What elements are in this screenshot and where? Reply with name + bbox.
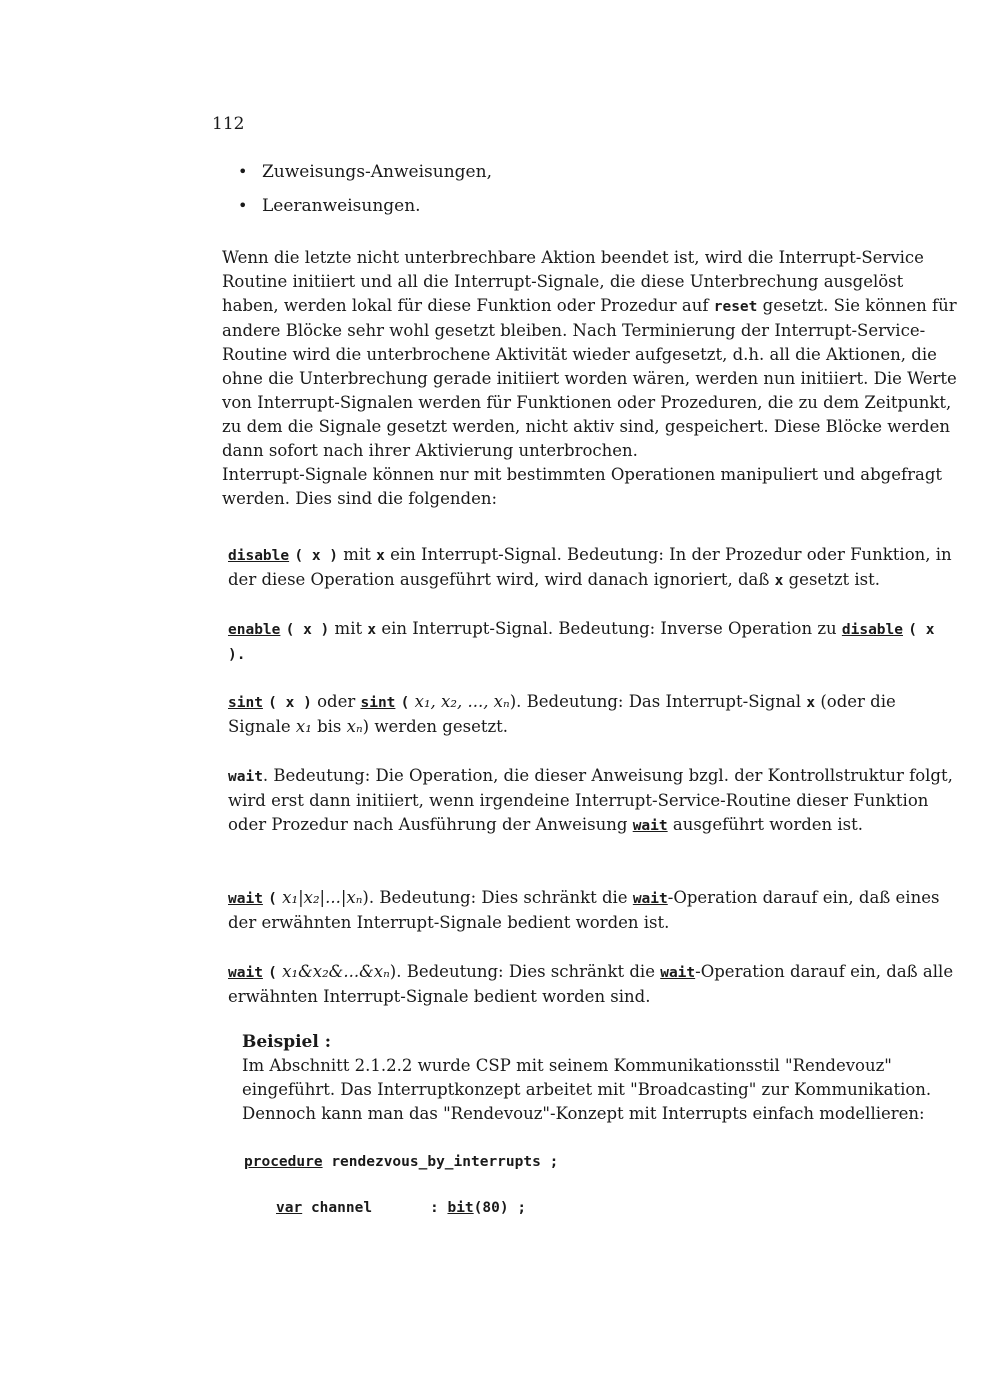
paragraph-text: Wenn die letzte nicht unterbrechbare Aktion beendet ist, wird die Interrupt-Service Routine initiiert und all die Interrupt-Signale, die diese Unterbrechung ausgelöst haben, werden lokal für diese Funktion oder Prozedur auf (222, 248, 924, 315)
code-line-var-type (430, 1200, 526, 1216)
code-arg: ( x ) (294, 548, 339, 564)
code-keyword: disable (841, 622, 903, 638)
op-text: -Operation darauf ein, daß alle erwähnten Interrupt-Signale bedient worden sind. (228, 962, 954, 1006)
math-expr: x₁, x₂, ..., xₙ (414, 692, 510, 711)
code-keyword: wait (228, 891, 263, 907)
code-arg: ( (268, 965, 277, 981)
code-keyword: wait (632, 891, 668, 907)
op-text: ein Interrupt-Signal. Bedeutung: Inverse Operation zu (381, 619, 837, 638)
op-enable (228, 617, 958, 667)
code-keyword: disable (228, 548, 290, 564)
code-identifier: channel (310, 1200, 373, 1216)
code-keyword: procedure (244, 1154, 323, 1170)
code-keyword: wait (632, 818, 668, 834)
page-number: 112 (212, 114, 245, 134)
op-text: mit (343, 545, 371, 564)
code-line-procedure (244, 1154, 558, 1170)
code-keyword: sint (360, 695, 396, 711)
op-text: ein Interrupt-Signal. Bedeutung: In der Prozedur oder Funktion, in der diese Operation ausgeführt wird, wird danach ignoriert, daß (228, 545, 952, 589)
op-sint (228, 690, 958, 739)
code-arg: ( x ) (268, 695, 312, 711)
op-text: ). Bedeutung: Das Interrupt-Signal (509, 692, 802, 711)
op-text: oder (317, 692, 356, 711)
op-wait-or (228, 886, 958, 935)
code-keyword: reset (713, 299, 758, 315)
code-arg: ( (400, 695, 410, 711)
op-text: gesetzt ist. (788, 570, 881, 589)
code-arg: ( x ) (285, 622, 330, 638)
math-expr: xₙ (346, 717, 363, 736)
op-text: ). Bedeutung: Dies schränkt die (362, 888, 628, 907)
op-wait-and (228, 960, 958, 1009)
paragraph-text: gesetzt. Sie können für andere Blöcke sehr wohl gesetzt bleiben. Nach Terminierung der Interrupt-Service-Routine wird die unterbrochene Aktivität wieder aufgesetzt, d.h. all die Aktionen, die ohne die Unterbrechung gerade initiiert worden wären, werden nun initiiert. Die Werte von Interrupt-Signalen werden für Funktionen oder Prozeduren, die zu dem Zeitpunkt, zu dem die Signale gesetzt werden, nicht aktiv sind, gespeichert. Diese Blöcke werden dann sofort nach ihrer Aktivierung unterbrochen. (222, 296, 957, 460)
paragraph-text: Interrupt-Signale können nur mit bestimmten Operationen manipuliert und abgefragt werden. Dies sind die folgenden: (222, 465, 943, 508)
example-section (242, 1030, 958, 1126)
list-item: • Leeranweisungen. (238, 194, 492, 228)
op-text: ausgeführt worden ist. (672, 815, 864, 834)
op-disable (228, 543, 958, 593)
op-text: ). Bedeutung: Dies schränkt die (389, 962, 655, 981)
op-text: bis (317, 717, 342, 736)
main-paragraph (222, 246, 958, 511)
code-keyword: wait (228, 769, 263, 785)
code-arg: (80) (473, 1200, 509, 1216)
math-expr: x₁&x₂&...&xₙ (282, 962, 390, 981)
example-text: Im Abschnitt 2.1.2.2 wurde CSP mit seinem Kommunikationsstil "Rendevouz" eingeführt. Das Interruptkonzept arbeitet mit "Broadcasting" zur Kommunikation. Dennoch kann man das "Rendevouz"-Konzept mit Interrupts einfach modellieren: (242, 1056, 932, 1123)
code-keyword: sint (228, 695, 263, 711)
math-expr: x₁ (295, 717, 312, 736)
op-text: mit (334, 619, 363, 638)
example-heading: Beispiel : (242, 1032, 332, 1052)
code-identifier: rendezvous_by_interrupts (331, 1154, 541, 1170)
op-text: -Operation darauf ein, daß eines der erwähnten Interrupt-Signale bedient worden ist. (228, 888, 940, 932)
code-keyword: wait (660, 965, 696, 981)
code-arg: ( (268, 891, 277, 907)
code-keyword: enable (228, 622, 281, 638)
code-arg: ( x ). (228, 622, 935, 663)
code-punct: ; (549, 1154, 559, 1170)
list-item: • Zuweisungs-Anweisungen, (238, 160, 492, 194)
bullet-list (238, 160, 492, 228)
code-keyword: wait (228, 965, 263, 981)
op-text: (oder die Signale (228, 692, 896, 736)
var-x: x (806, 695, 816, 711)
code-line-var (276, 1200, 372, 1216)
op-text: . Bedeutung: Die Operation, die dieser Anweisung bzgl. der Kontrollstruktur folgt, wird erst dann initiiert, wenn irgendeine Interrupt-Service-Routine dieser Funktion oder Prozedur nach Ausführung der Anweisung (228, 766, 953, 834)
var-x: x (774, 573, 784, 589)
var-x: x (376, 548, 385, 564)
code-punct: : (430, 1200, 439, 1216)
op-text: ) werden gesetzt. (362, 717, 509, 736)
var-x: x (367, 622, 377, 638)
op-wait (228, 764, 958, 838)
code-keyword: bit (447, 1200, 474, 1216)
code-punct: ; (517, 1200, 527, 1216)
math-expr: x₁|x₂|...|xₙ (282, 888, 363, 907)
code-keyword: var (276, 1200, 303, 1216)
